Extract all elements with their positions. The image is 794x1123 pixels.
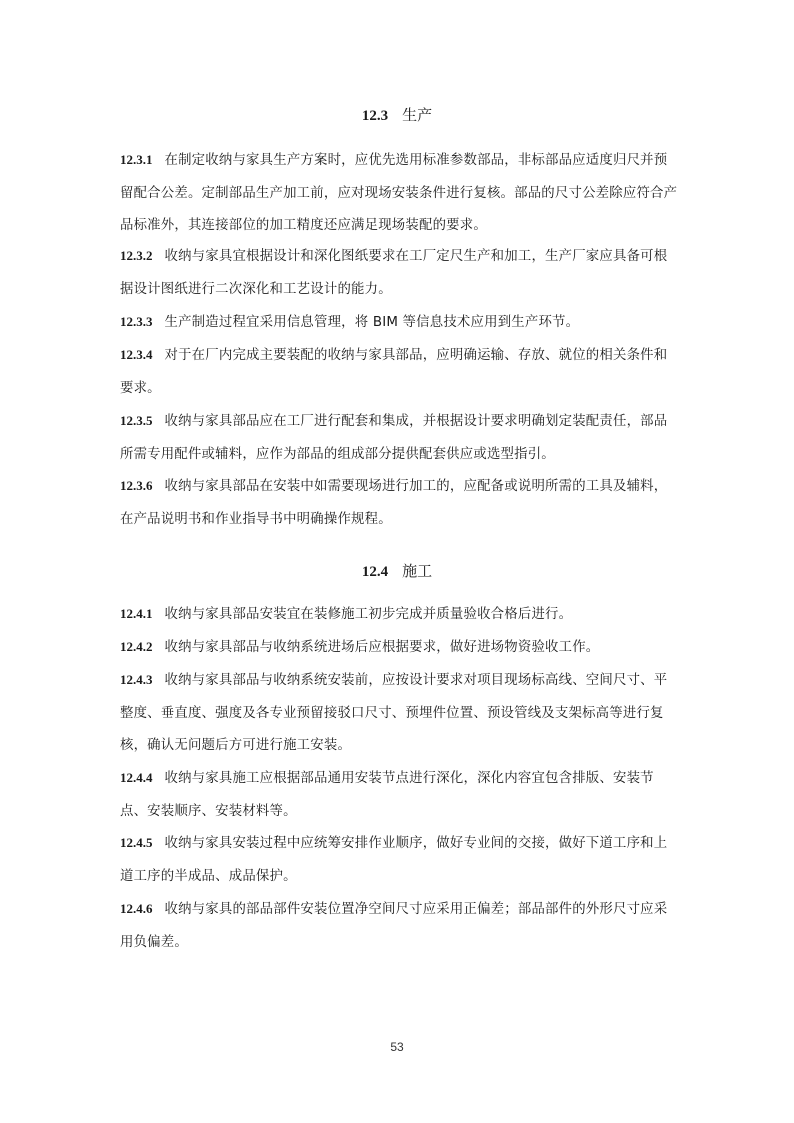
clause-12-4-6 bbox=[120, 893, 680, 959]
clause-text: 收纳与家具部品应在工厂进行配套和集成，并根据设计要求明确划定装配责任，部品所需专用配件或辅料，应作为部品的组成部分提供配套供应或选型指引。 bbox=[120, 414, 668, 462]
clause-12-4-4 bbox=[120, 762, 680, 828]
section-number: 12.3 bbox=[361, 108, 389, 124]
section-number: 12.4 bbox=[361, 564, 389, 580]
clause-text: 生产制造过程宜采用信息管理，将 BIM 等信息技术应用到生产环节。 bbox=[164, 315, 580, 330]
clause-12-4-2 bbox=[120, 631, 680, 665]
clause-text: 对于在厂内完成主要装配的收纳与家具部品，应明确运输、存放、就位的相关条件和要求。 bbox=[120, 348, 668, 396]
clause-12-4-3 bbox=[120, 664, 680, 763]
clause-number: 12.4.2 bbox=[120, 639, 153, 654]
clause-number: 12.4.5 bbox=[120, 835, 153, 850]
clause-number: 12.4.4 bbox=[120, 770, 153, 785]
section-heading-12-4 bbox=[0, 560, 794, 581]
clause-12-3-1 bbox=[120, 144, 680, 243]
clause-text: 收纳与家具部品与收纳系统安装前，应按设计要求对项目现场标高线、空间尺寸、平整度、垂直度、强度及各专业预留接驳口尺寸、预埋件位置、预设管线及支架标高等进行复核，确认无问题后方可进行施工安装。 bbox=[120, 673, 668, 753]
clause-number: 12.4.3 bbox=[120, 672, 153, 687]
clause-number: 12.4.1 bbox=[120, 606, 153, 621]
clause-number: 12.3.5 bbox=[120, 413, 153, 428]
clause-text: 收纳与家具施工应根据部品通用安装节点进行深化，深化内容宜包含排版、安装节点、安装顺序、安装材料等。 bbox=[120, 771, 654, 819]
clause-12-3-6 bbox=[120, 470, 680, 536]
clause-number: 12.3.4 bbox=[120, 347, 153, 362]
clause-text: 收纳与家具的部品部件安装位置净空间尺寸应采用正偏差；部品部件的外形尺寸应采用负偏差。 bbox=[120, 902, 668, 950]
clause-12-3-5 bbox=[120, 405, 680, 471]
clause-number: 12.3.2 bbox=[120, 248, 153, 263]
clause-text: 收纳与家具安装过程中应统筹安排作业顺序，做好专业间的交接，做好下道工序和上道工序的半成品、成品保护。 bbox=[120, 836, 668, 884]
clause-text: 收纳与家具部品与收纳系统进场后应根据要求，做好进场物资验收工作。 bbox=[164, 640, 600, 655]
clause-text: 收纳与家具宜根据设计和深化图纸要求在工厂定尺生产和加工，生产厂家应具备可根据设计图纸进行二次深化和工艺设计的能力。 bbox=[120, 249, 668, 297]
clause-number: 12.3.3 bbox=[120, 314, 153, 329]
clause-12-3-2 bbox=[120, 240, 680, 306]
clause-text: 收纳与家具部品在安装中如需要现场进行加工的，应配备或说明所需的工具及辅料，在产品说明书和作业指导书中明确操作规程。 bbox=[120, 479, 668, 527]
clause-12-3-3 bbox=[120, 306, 680, 340]
clause-number: 12.3.6 bbox=[120, 478, 153, 493]
clause-12-4-1 bbox=[120, 598, 680, 632]
section-title: 生产 bbox=[402, 106, 433, 124]
section-heading-12-3 bbox=[0, 104, 794, 125]
page-number: 53 bbox=[390, 1040, 404, 1054]
clause-12-4-5 bbox=[120, 827, 680, 893]
clause-12-3-4 bbox=[120, 339, 680, 405]
section-title: 施工 bbox=[402, 562, 433, 580]
clause-text: 收纳与家具部品安装宜在装修施工初步完成并质量验收合格后进行。 bbox=[164, 607, 573, 622]
clause-number: 12.3.1 bbox=[120, 152, 153, 167]
clause-number: 12.4.6 bbox=[120, 901, 153, 916]
clause-text: 在制定收纳与家具生产方案时，应优先选用标准参数部品，非标部品应适度归尺并预留配合公差。定制部品生产加工前，应对现场安装条件进行复核。部品的尺寸公差除应符合产品标准外，其连接部位的加工精度还应满足现场装配的要求。 bbox=[120, 153, 678, 233]
